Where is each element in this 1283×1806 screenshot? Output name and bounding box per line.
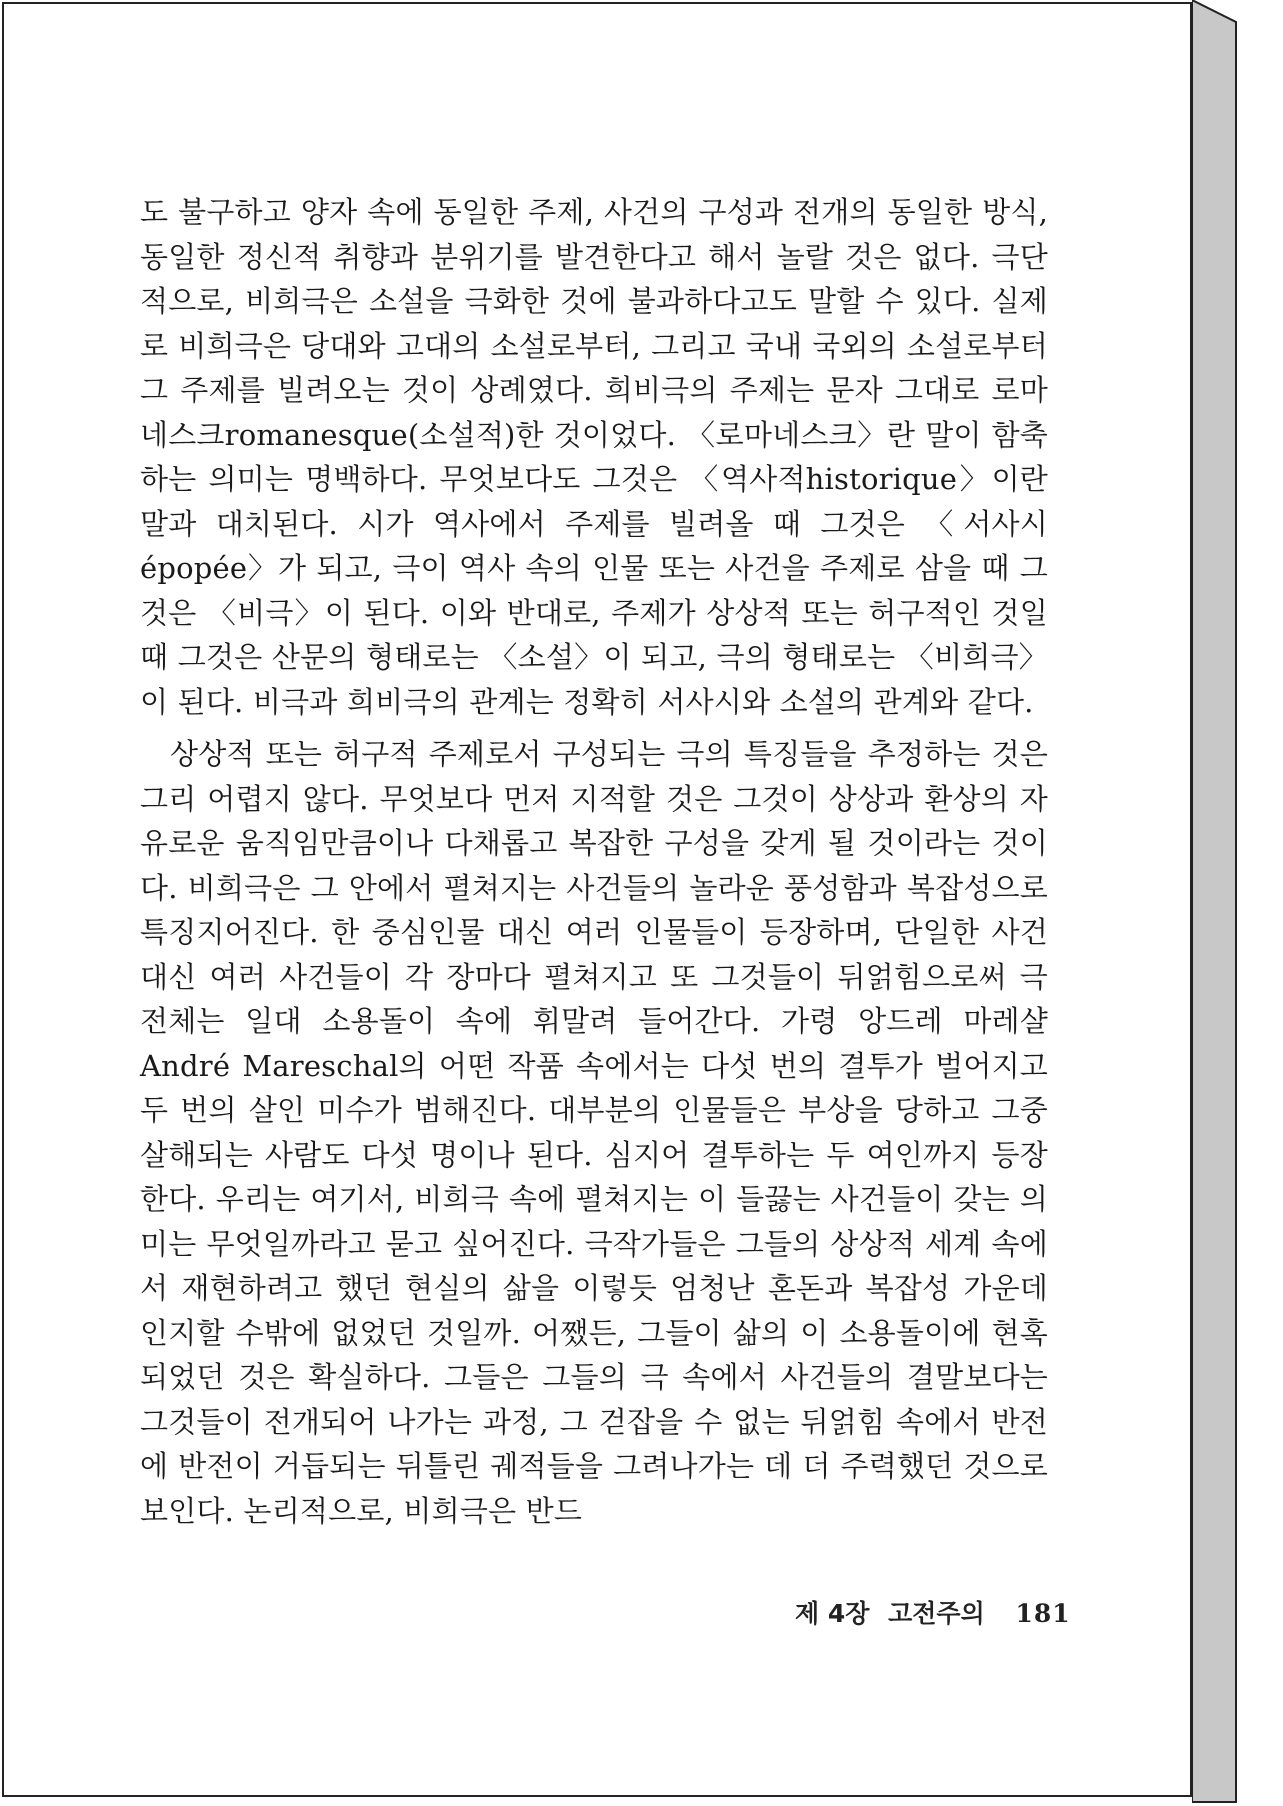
page-edge [1192, 0, 1272, 1806]
page-number: 181 [1015, 1599, 1071, 1628]
paragraph-1: 도 불구하고 양자 속에 동일한 주제, 사건의 구성과 전개의 동일한 방식, 동일한 정신적 취향과 분위기를 발견한다고 해서 놀랄 것은 없다. 극단적으로, 비희극은 소설을 극화한 것에 불과하다고도 말할 수 있다. 실제로 비희극은 당대와 고대의 소설로부터, 그리고 국내 국외의 소설로부터 그 주제를 빌려오는 것이 상례였다. 희비극의 주제는 문자 그대로 로마네스크romanesque(소설적)한 것이었다. 〈로마네스크〉란 말이 함축하는 의미는 명백하다. 무엇보다도 그것은 〈역사적historique〉이란 말과 대치된다. 시가 역사에서 주제를 빌려올 때 그것은 〈서사시épopée〉가 되고, 극이 역사 속의 인물 또는 사건을 주제로 삼을 때 그것은 〈비극〉이 된다. 이와 반대로, 주제가 상상적 또는 허구적인 것일 때 그것은 산문의 형태로는 〈소설〉이 되고, 극의 형태로는 〈비희극〉이 된다. 비극과 희비극의 관계는 정확히 서사시와 소설의 관계와 같다. [140, 195, 1048, 719]
chapter-label: 제 4장 [795, 1599, 870, 1628]
section-title: 고전주의 [888, 1599, 985, 1628]
running-footer [795, 1594, 1071, 1630]
paragraph-2: 상상적 또는 허구적 주제로서 구성되는 극의 특징들을 추정하는 것은 그리 어렵지 않다. 무엇보다 먼저 지적할 것은 그것이 상상과 환상의 자유로운 움직임만큼이나 다채롭고 복잡한 구성을 갖게 될 것이라는 것이다. 비희극은 그 안에서 펼쳐지는 사건들의 놀라운 풍성함과 복잡성으로 특징지어진다. 한 중심인물 대신 여러 인물들이 등장하며, 단일한 사건 대신 여러 사건들이 각 장마다 펼쳐지고 또 그것들이 뒤얽힘으로써 극 전체는 일대 소용돌이 속에 휘말려 들어간다. 가령 앙드레 마레샬André Mareschal의 어떤 작품 속에서는 다섯 번의 결투가 벌어지고 두 번의 살인 미수가 범해진다. 대부분의 인물들은 부상을 당하고 그중 살해되는 사람도 다섯 명이나 된다. 심지어 결투하는 두 여인까지 등장한다. 우리는 여기서, 비희극 속에 펼쳐지는 이 들끓는 사건들이 갖는 의미는 무엇일까라고 묻고 싶어진다. 극작가들은 그들의 상상적 세계 속에서 재현하려고 했던 현실의 삶을 이렇듯 엄청난 혼돈과 복잡성 가운데 인지할 수밖에 없었던 것일까. 어쨌든, 그들이 삶의 이 소용돌이에 현혹되었던 것은 확실하다. 그들은 그들의 극 속에서 사건들의 결말보다는 그것들이 전개되어 나가는 과정, 그 걷잡을 수 없는 뒤얽힘 속에서 반전에 반전이 거듭되는 뒤틀린 궤적들을 그려나가는 데 더 주력했던 것으로 보인다. 논리적으로, 비희극은 반드 [140, 737, 1048, 1528]
body-text [140, 190, 1048, 1533]
